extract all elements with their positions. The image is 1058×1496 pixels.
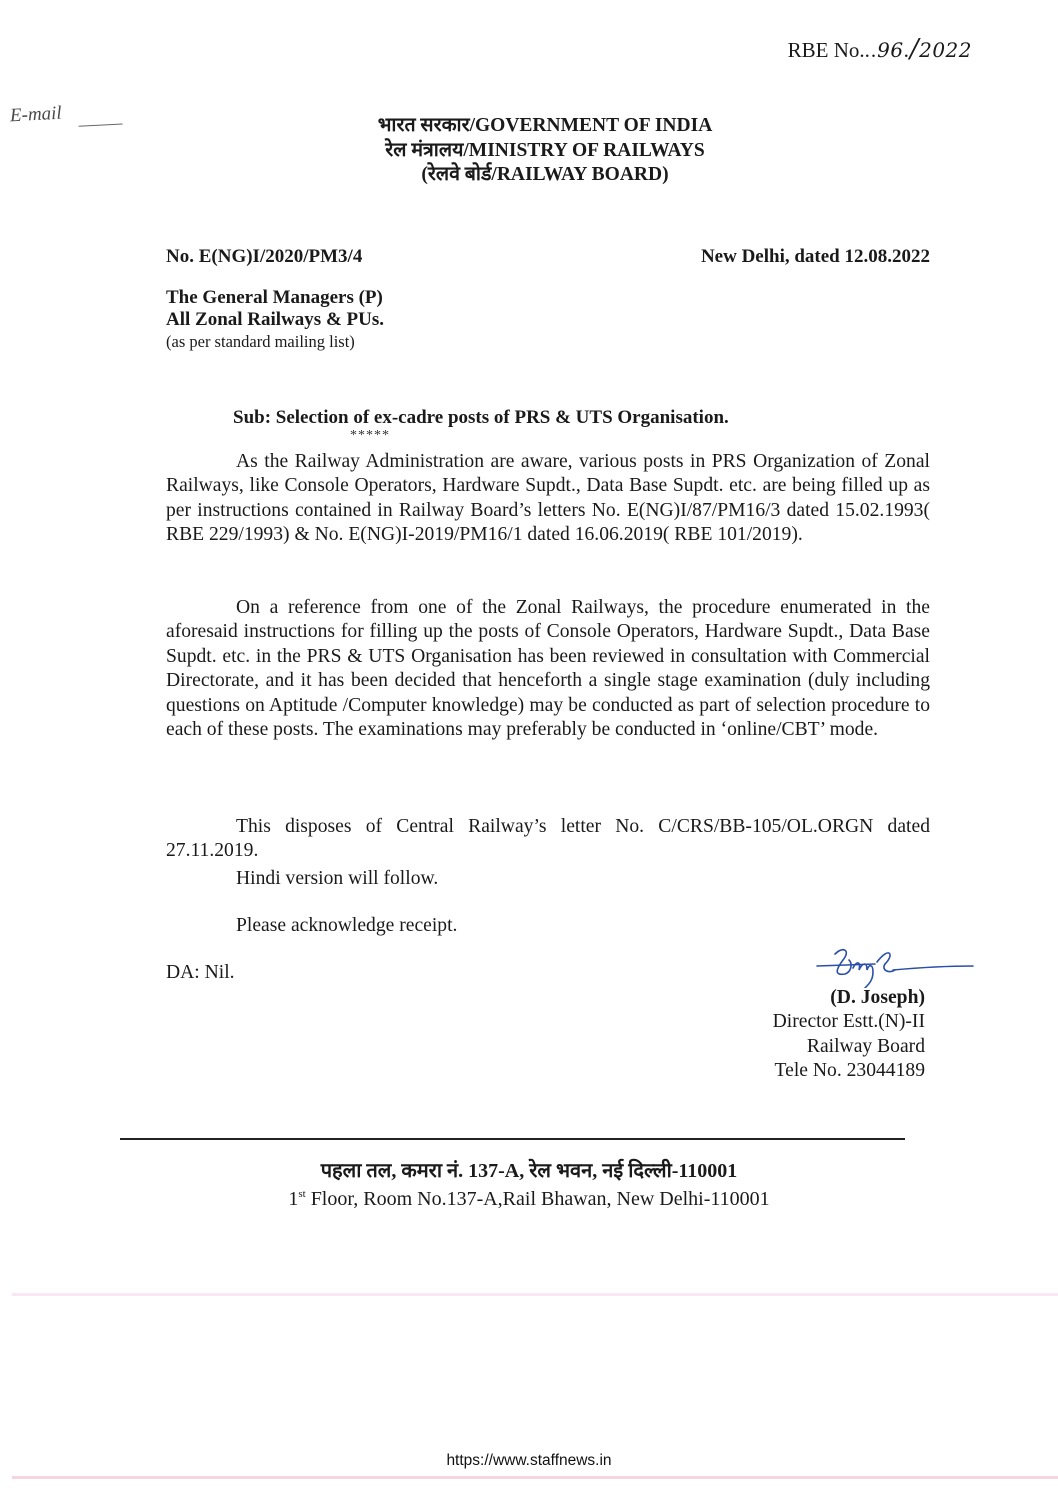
hindi-version-note: Hindi version will follow. [236,868,439,889]
body-paragraph-2-text: On a reference from one of the Zonal Railways, the procedure enumerated in the aforesaid instructions for filling up the posts of Console Operators, Hardware Supdt., Data Base Supdt. etc. in the PRS & UTS Organisation has been reviewed in consultation with Commercial Directorate, and it has been decided that henceforth a single stage examination (duly including questions on Aptitude /Computer knowledge) may be conducted as part of selection procedure to each of these posts. The examinations may preferably be conducted in ‘online/CBT’ mode. [166,597,930,741]
rbe-dots: .. [864,38,878,62]
signatory-name: (D. Joseph) [830,987,925,1008]
rbe-number-handwritten: 96 [877,38,904,62]
letterhead-ministry: रेल मंत्रालय/MINISTRY OF RAILWAYS [385,139,705,161]
signatory-phone: Tele No. 23044189 [774,1060,925,1082]
signatory-designation: Director Estt.(N)-II [772,1011,925,1033]
email-handwritten-note: E-mail [9,102,63,127]
rbe-label: RBE No. [787,38,865,62]
rbe-number [788,34,972,64]
signatory-block [773,986,925,1084]
body-paragraph-1-text: As the Railway Administration are aware, various posts in PRS Organization of Zonal Railways, like Console Operators, Hardware Supdt., Data Base Supdt. etc. are being filled up as per instructions contained in Railway Board’s letters No. E(NG)I/87/PM16/3 dated 15.02.1993( RBE 229/1993) & No. E(NG)I-2019/PM16/1 dated 16.06.2019( RBE 101/2019). [166,451,930,546]
letter-reference-number: No. E(NG)I/2020/PM3/4 [166,246,363,267]
enclosure-note: DA: Nil. [166,962,235,983]
footer-divider [120,1138,905,1140]
body-paragraph-2 [166,596,930,742]
address-rest: Floor, Room No.137-A,Rail Bhawan, New Delhi-110001 [305,1188,770,1210]
body-paragraph-3-text: This disposes of Central Railway’s letter No. C/CRS/BB-105/OL.ORGN dated 27.11.2019. [166,816,930,862]
footer-address-english [0,1188,1058,1211]
source-url-link[interactable]: https://www.staffnews.in [446,1452,612,1469]
body-paragraph-1 [166,450,930,548]
letterhead-board: (रेलवे बोर्ड/RAILWAY BOARD) [421,164,669,185]
rbe-dots: . [903,38,910,62]
floor-number: 1 [288,1188,299,1210]
signature-icon [815,944,975,988]
floor-suffix: st [298,1188,306,1200]
letter-place-date: New Delhi, dated 12.08.2022 [700,246,930,267]
scan-artifact-line [12,1293,1058,1296]
rbe-slash: / [909,34,920,64]
subject-line: Sub: Selection of ex-cadre posts of PRS & UTS Organisation. [233,407,729,428]
signatory-office: Railway Board [806,1035,925,1057]
letterhead-government: भारत सरकार/GOVERNMENT OF INDIA [377,115,713,136]
letterhead [0,114,1058,188]
addressee-line-1: The General Managers (P) [166,287,383,308]
subject-separator: ***** [350,428,390,443]
rbe-year-handwritten: 2022 [919,38,972,62]
footer-address-hindi: पहला तल, कमरा नं. 137-A, रेल भवन, नई दिल्ली-110001 [320,1160,738,1182]
addressee-line-3: (as per standard mailing list) [166,332,355,351]
page-bottom-line [12,1476,1058,1479]
body-paragraph-3 [166,815,930,864]
acknowledge-request: Please acknowledge receipt. [236,915,458,936]
addressee-line-2: All Zonal Railways & PUs. [166,309,384,330]
addressee-block [166,287,384,353]
